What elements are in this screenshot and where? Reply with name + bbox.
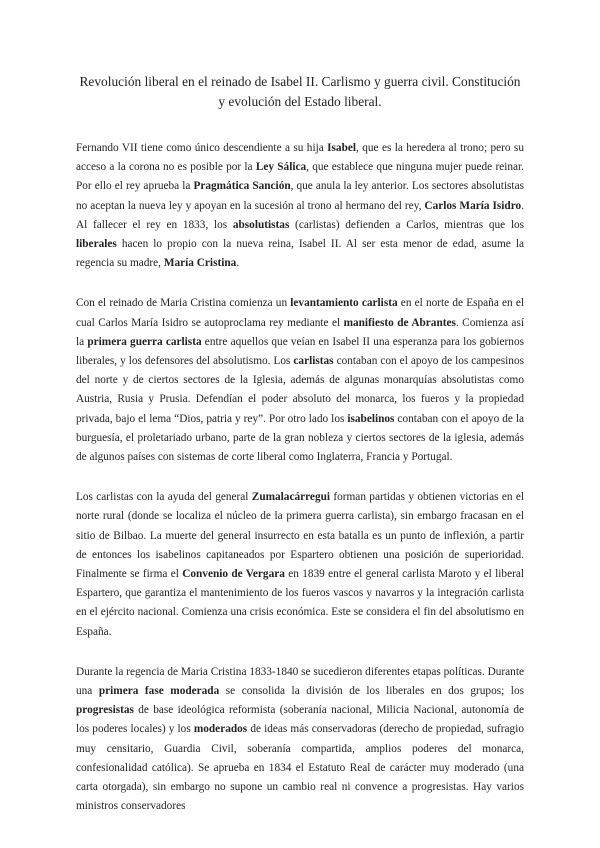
bold-term: manifiesto de Abrantes	[343, 316, 456, 329]
text-run: Los carlistas con la ayuda del general	[76, 491, 252, 504]
title-line-2: y evolución del Estado liberal.	[218, 94, 382, 109]
text-run: forman partidas y obtienen victorias en el norte rural (donde se localiza el núcleo de la primera guerra carlista), sin embargo fracasan en el sitio de Bilbao. La muerte del general insurrecto en esta batalla es un punto de inflexión, a partir de entonces los isabelinos capitaneados por Espartero obtienen una posición de superioridad. Finalmente se firma el	[76, 491, 524, 581]
bold-term: progresistas	[76, 704, 134, 717]
text-run: , que es la heredera al trono; pero su acceso a la corona no es posible por la	[76, 142, 524, 174]
text-run: Fernando VII tiene como único descendiente a su hija	[76, 142, 328, 154]
text-run: se consolida la división de los liberales en dos grupos; los	[219, 685, 524, 698]
bold-term: primera fase moderada	[98, 685, 220, 698]
paragraph-3	[76, 488, 524, 642]
bold-term: Zumalacárregui	[251, 491, 331, 504]
text-run: Durante la regencia de Maria Cristina 1833-1840 se sucedieron diferentes etapas políticas. Durante una	[76, 665, 524, 698]
text-run: contaban con el apoyo de los campesinos del norte y de ciertos sectores de la Iglesia, además de algunas monarquías absolutistas como Austria, Rusia y Prusia. Defendían el poder absoluto del monarca, los fueros y la propiedad privada, bajo el lema “Dios, patria y rey”. Por otro lado los	[76, 355, 525, 425]
bold-term: absolutistas	[232, 218, 290, 231]
text-run: (carlistas) defienden a Carlos, mientras que los	[289, 218, 524, 231]
bold-term: liberales	[76, 238, 117, 251]
bold-term: levantamiento carlista	[290, 297, 398, 310]
document-title	[76, 72, 524, 112]
bold-term: isabelinos	[347, 412, 395, 425]
text-run: . Comienza así la	[76, 316, 524, 348]
bold-term: María Cristina	[163, 257, 237, 270]
text-run: en 1839 entre el general carlista Maroto y el liberal Espartero, que garantiza el mantenimiento de los fueros vascos y navarros y la integración carlista en el ejército nacional. Comienza una crisis económica. Este se considera el fin del absolutismo en España.	[76, 568, 525, 638]
text-run: , que establece que ninguna mujer puede reinar. Por ello el rey aprueba la	[76, 161, 524, 193]
title-line-1: Revolución liberal en el reinado de Isabel II. Carlismo y guerra civil. Constitución	[79, 74, 521, 89]
text-run: de ideas más conservadoras (derecho de propiedad, sufragio muy censitario, Guardia Civil, soberanía compartida, amplios poderes del monarca, confesionalidad católica). Se aprueba en 1834 el Estatuto Real de carácter muy moderado (una carta otorgada), sin embargo no supone un cambio real ni convence a progresistas. Hay varios ministros conservadores	[76, 723, 524, 813]
bold-term: carlistas	[293, 355, 334, 368]
bold-term: Pragmática Sanción	[193, 180, 291, 193]
bold-term: moderados	[193, 723, 248, 736]
bold-term: primera guerra carlista	[87, 335, 202, 348]
document-body	[76, 139, 524, 817]
bold-term: Convenio de Vergara	[182, 568, 285, 581]
text-run: en el norte de España en el cual Carlos María Isidro se autoproclama rey mediante el	[76, 297, 525, 329]
text-run: .	[236, 257, 240, 270]
paragraph-2	[76, 294, 524, 467]
text-run: contaban con el apoyo de la burguesía, el proletariado urbano, parte de la gran nobleza y ciertos sectores de la iglesia, además de algunos países con sistemas de corte liberal como Inglaterra, Francia y Portugal.	[76, 412, 524, 464]
text-run: , que anula la ley anterior. Los sectores absolutistas no aceptan la nueva ley y apoyan en la sucesión al trono al hermano del rey,	[76, 180, 524, 212]
paragraph-4	[76, 663, 524, 817]
text-run: Con el reinado de Maria Cristina comienza un	[76, 297, 291, 310]
bold-term: Ley Sálica	[255, 161, 307, 174]
bold-term: Carlos María Isidro	[424, 199, 522, 212]
text-run: entre aquellos que veían en Isabel II una esperanza para los gobiernos liberales, y los defensores del absolutismo. Los	[76, 335, 524, 368]
text-run: de base ideológica reformista (soberanía nacional, Milicia Nacional, autonomía de los poderes locales) y los	[76, 704, 524, 736]
bold-term: Isabel	[327, 142, 357, 154]
text-run: . Al fallecer el rey en 1833, los	[76, 199, 525, 231]
paragraph-1	[76, 139, 524, 273]
text-run: hacen lo propio con la nueva reina, Isabel II. Al ser esta menor de edad, asume la regencia su madre,	[76, 238, 524, 270]
